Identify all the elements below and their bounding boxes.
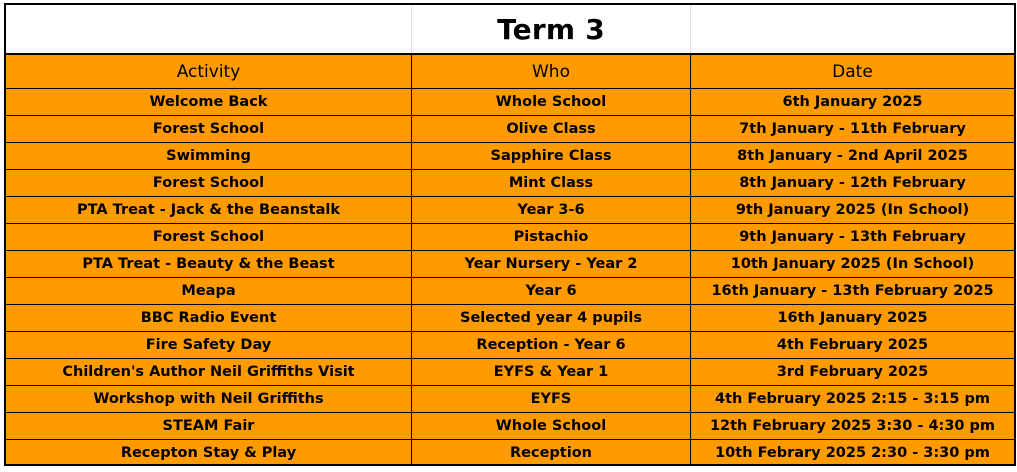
term-schedule-table: [4, 3, 1016, 466]
activity-cell: Fire Safety Day: [6, 332, 412, 358]
activity-cell: Forest School: [6, 116, 412, 142]
title-cell-right: [691, 5, 1014, 53]
title-cell-left: [6, 5, 412, 53]
activity-cell: Children's Author Neil Griffiths Visit: [6, 359, 412, 385]
activity-cell: BBC Radio Event: [6, 305, 412, 331]
who-cell: Whole School: [412, 89, 691, 115]
table-title: Term 3: [497, 12, 605, 46]
activity-cell: Forest School: [6, 170, 412, 196]
date-cell: 16th January 2025: [777, 310, 928, 326]
table-row: [6, 359, 1014, 386]
activity-cell: Swimming: [6, 143, 412, 169]
table-row: [6, 89, 1014, 116]
who-cell: Year 3-6: [412, 197, 691, 223]
date-cell: 9th January - 13th February: [739, 229, 966, 245]
date-cell: 3rd February 2025: [776, 364, 929, 380]
date-cell: 12th February 2025 3:30 - 4:30 pm: [709, 418, 996, 434]
table-row: [6, 413, 1014, 440]
who-cell: EYFS & Year 1: [412, 359, 691, 385]
table-row: [6, 197, 1014, 224]
column-header-activity: Activity: [6, 55, 412, 88]
column-header-who: Who: [412, 55, 691, 88]
who-cell: Olive Class: [412, 116, 691, 142]
table-row: [6, 386, 1014, 413]
who-cell: Sapphire Class: [412, 143, 691, 169]
date-cell: 16th January - 13th February 2025: [711, 283, 994, 299]
date-cell: 10th January 2025 (In School): [730, 256, 975, 272]
date-cell: 8th January - 2nd April 2025: [737, 148, 968, 164]
date-cell: 8th January - 12th February: [739, 175, 966, 191]
who-cell: Reception - Year 6: [412, 332, 691, 358]
date-cell: 9th January 2025 (In School): [735, 202, 970, 218]
table-row: [6, 116, 1014, 143]
who-cell: Reception: [412, 440, 691, 466]
table-row: [6, 278, 1014, 305]
column-header-date: Date: [832, 61, 873, 82]
activity-cell: Workshop with Neil Griffiths: [6, 386, 412, 412]
date-cell: 6th January 2025: [782, 94, 923, 110]
title-row: [6, 5, 1014, 55]
who-cell: EYFS: [412, 386, 691, 412]
activity-cell: PTA Treat - Beauty & the Beast: [6, 251, 412, 277]
table-row: [6, 305, 1014, 332]
activity-cell: PTA Treat - Jack & the Beanstalk: [6, 197, 412, 223]
date-cell: 4th February 2025 2:15 - 3:15 pm: [714, 391, 991, 407]
who-cell: Year 6: [412, 278, 691, 304]
who-cell: Whole School: [412, 413, 691, 439]
table-row: [6, 332, 1014, 359]
who-cell: Pistachio: [412, 224, 691, 250]
column-header-row: [6, 55, 1014, 89]
date-cell: 10th Febrary 2025 2:30 - 3:30 pm: [715, 445, 990, 461]
table-row: [6, 224, 1014, 251]
date-cell: 4th February 2025: [776, 337, 929, 353]
who-cell: Year Nursery - Year 2: [412, 251, 691, 277]
table-row: [6, 143, 1014, 170]
table-row: [6, 251, 1014, 278]
who-cell: Selected year 4 pupils: [412, 305, 691, 331]
date-cell: 7th January - 11th February: [739, 121, 966, 137]
activity-cell: STEAM Fair: [6, 413, 412, 439]
title-cell-center: [412, 5, 691, 53]
table-row: [6, 440, 1014, 466]
activity-cell: Meapa: [6, 278, 412, 304]
table-row: [6, 170, 1014, 197]
activity-cell: Recepton Stay & Play: [6, 440, 412, 466]
activity-cell: Welcome Back: [6, 89, 412, 115]
who-cell: Mint Class: [412, 170, 691, 196]
activity-cell: Forest School: [6, 224, 412, 250]
